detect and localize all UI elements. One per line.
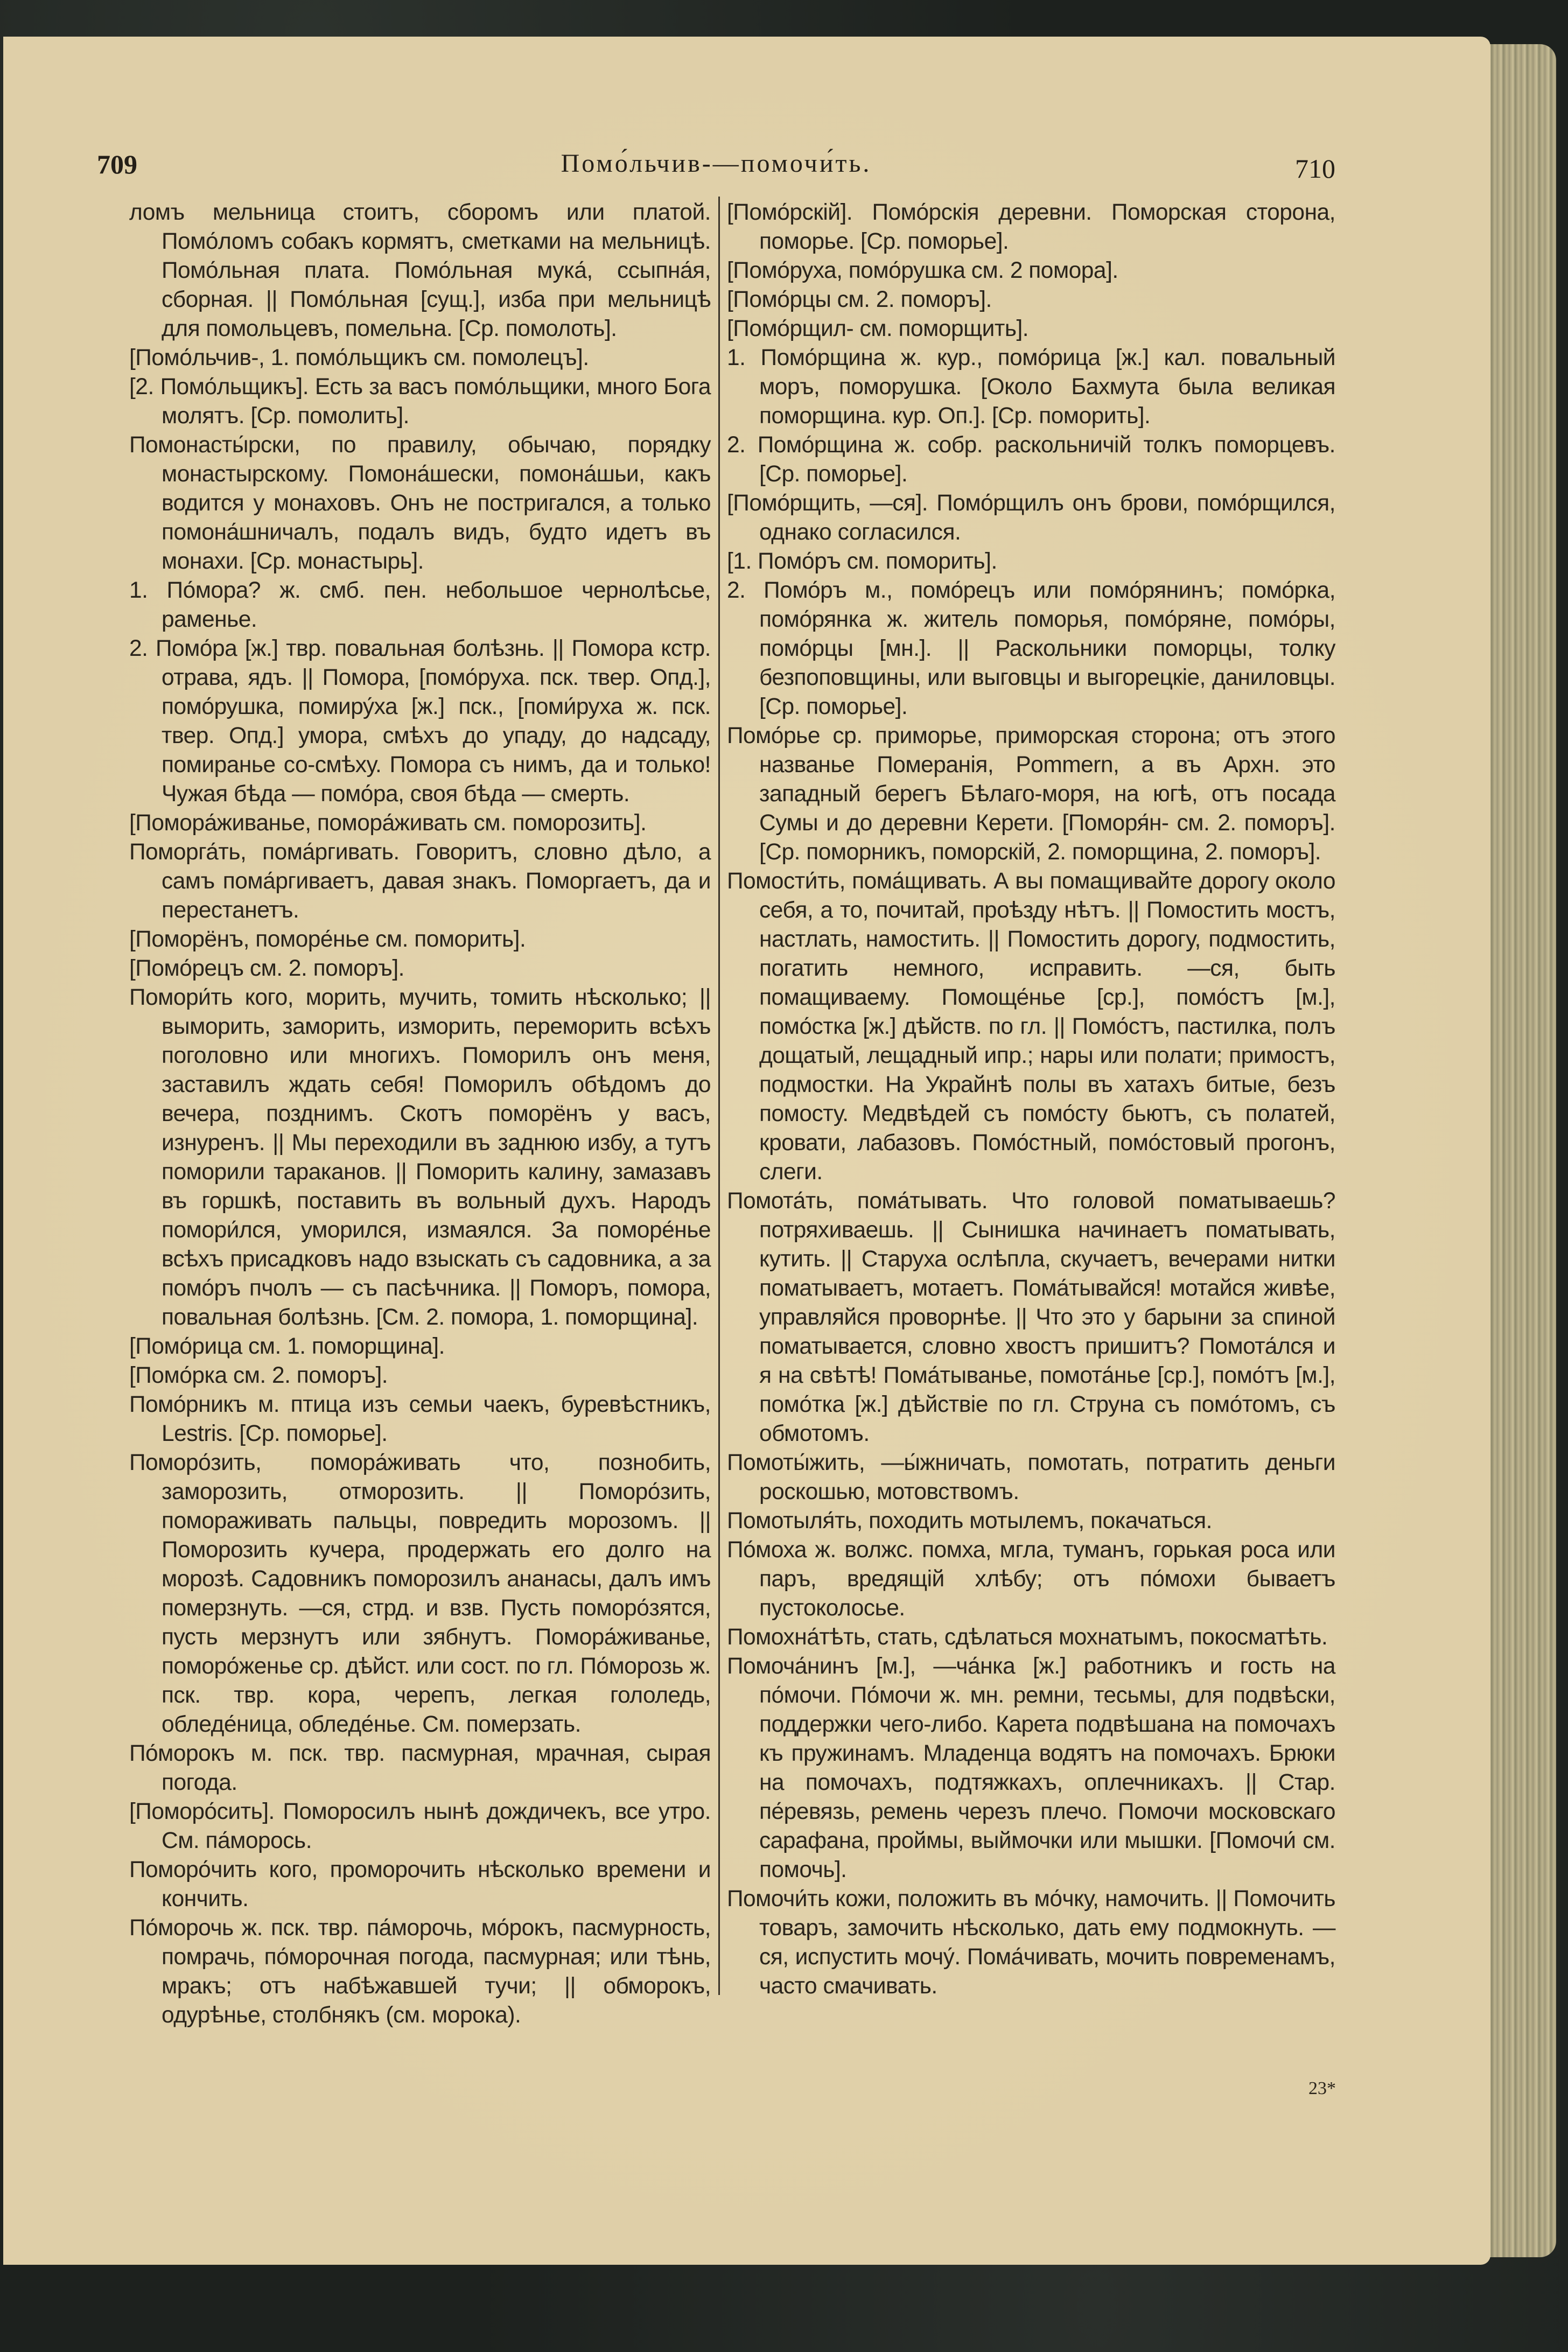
running-title: Помо́льчив-—помочи́ть. [561, 149, 872, 178]
dictionary-entry: Помохна́тѣть, стать, сдѣлаться мохнатымъ, покосматѣть. [727, 1625, 1328, 1650]
dictionary-entry: Помоты́жить, —ы́жничать, помотать, потратить деньги роскошью, мотовствомъ. [727, 1450, 1335, 1504]
dictionary-entry: 2. Помо́ра [ж.] твр. повальная болѣзнь. || Помора кстр. отрава, ядъ. || Помора, [помо́руха. пск. твер. Опд.], помо́рушка, помиру́ха [ж.] пск., [поми́руха ж. пск. твер. Опд.] умора, смѣхъ до упаду, до надсаду, помиранье со-смѣху. Помора съ нимъ, да и только! Чужая бѣда — помо́ра, своя бѣда — смерть. [129, 636, 711, 807]
dictionary-entry: Помо́рье ср. приморье, приморская сторона; отъ этого названье Померанія, Pommern, а въ Архн. это западный берегъ Бѣлаго-моря, на югѣ, отъ посада Сумы и до деревни Керети. [Поморя́н- см. 2. поморъ]. [Ср. поморникъ, поморскій, 2. поморщина, 2. поморъ]. [727, 723, 1335, 865]
dictionary-entry: [Поморёнъ, поморе́нье см. поморить]. [129, 927, 526, 952]
dictionary-entry: Помоча́нинъ [м.], —ча́нка [ж.] работникъ и гость на по́мочи. По́мочи ж. мн. ремни, тесьмы, для подвѣски, поддержки чего-либо. Карета подвѣшана на помочахъ къ пружинамъ. Младенца водятъ на помочахъ. Брюки на помочахъ, подтяжкахъ, оплечникахъ. || Стар. пе́ревязь, ремень черезъ плечо. Помочи московскаго сарафана, проймы, выймочки или мышки. [Помочи́ см. помочь]. [727, 1654, 1335, 1882]
dictionary-entry: [Помо́рцы см. 2. поморъ]. [727, 287, 992, 312]
dictionary-entry: Помочи́ть кожи, положить въ мо́чку, намочить. || Помочить товаръ, замочить нѣсколько, дать ему подмокнуть. —ся, испустить мочу́. Пома́чивать, мочить повременамъ, часто смачивать. [727, 1886, 1335, 1999]
dictionary-entry: [Помо́руха, помо́рушка см. 2 помора]. [727, 258, 1118, 283]
dictionary-entry: [Помо́рщить, —ся]. Помо́рщилъ онъ брови, помо́рщился, однако согласился. [727, 491, 1335, 545]
dictionary-entry: По́морочь ж. пск. твр. па́морочь, мо́рокъ, пасмурность, помрачь, по́морочная погода, пасмурная; или тѣнь, мракъ; отъ набѣжавшей тучи; || обморокъ, одурѣнье, столбнякъ (см. морока). [129, 1915, 711, 2028]
dictionary-entry: Поморга́ть, пома́ргивать. Говоритъ, словно дѣло, а самъ пома́ргиваетъ, давая знакъ. Поморгаетъ, да и перестанетъ. [129, 839, 711, 923]
dictionary-entry: Помонасты́рски, по правилу, обычаю, порядку монастырскому. Помона́шески, помона́шьи, какъ водится у монаховъ. Онъ не постригался, а только помона́шничалъ, подалъ видъ, будто идетъ въ монахи. [Ср. монастырь]. [129, 432, 711, 574]
right-column [722, 198, 1335, 2001]
dictionary-entry: Поморо́зить, помора́живать что, познобить, заморозить, отморозить. || Поморо́зить, помораживать пальцы, повредить морозомъ. || Поморозить кучера, продержать его долго на морозѣ. Садовникъ поморозилъ ананасы, далъ имъ померзнуть. —ся, стрд. и взв. Пусть поморо́зятся, пусть мерзнутъ или зябнутъ. Помора́живанье, поморо́женье ср. дѣйст. или сост. по гл. По́морозь ж. пск. твр. кора, черепъ, легкая гололедь, обледе́ница, обледе́нье. См. померзать. [129, 1450, 711, 1737]
dictionary-entry: По́морокъ м. пск. твр. пасмурная, мрачная, сырая погода. [129, 1741, 711, 1795]
dictionary-entry: [Помора́живанье, помора́живать см. поморозить]. [129, 810, 647, 836]
dictionary-entry: [Помо́рщил- см. поморщить]. [727, 316, 1029, 341]
dictionary-entry: Помори́ть кого, морить, мучить, томить нѣсколько; || выморить, заморить, изморить, переморить всѣхъ поголовно или многихъ. Поморилъ онъ меня, заставилъ ждать себя! Поморилъ обѣдомъ до вечера, позднимъ. Скотъ поморёнъ у васъ, изнуренъ. || Мы переходили въ заднюю избу, а тутъ поморили тараканов. || Поморить калину, замазавъ въ горшкѣ, поставить въ вольный духъ. Народъ помори́лся, уморился, измаялся. За поморе́нье всѣхъ присадковъ надо взыскать съ садовника, а за помо́ръ пчолъ — съ пасѣчника. || Поморъ, помора, повальная болѣзнь. [См. 2. помора, 1. поморщина]. [129, 985, 711, 1330]
signature-mark: 23* [1308, 2078, 1336, 2098]
dictionary-entry: [Помо́рецъ см. 2. поморъ]. [129, 956, 404, 981]
dictionary-entry: Помо́рникъ м. птица изъ семьи чаекъ, буревѣстникъ, Lestris. [Ср. поморье]. [129, 1392, 711, 1446]
dictionary-entry: [Помо́рка см. 2. поморъ]. [129, 1363, 388, 1388]
dictionary-entry: [1. Помо́ръ см. поморить]. [727, 549, 997, 574]
dictionary-entry: [Поморо́сить]. Поморосилъ нынѣ дождичекъ, все утро. См. па́морось. [129, 1799, 711, 1853]
left-column [129, 198, 711, 2030]
dictionary-entry: ломъ мельница стоитъ, сборомъ или платой. Помо́ломъ собакъ кормятъ, сметками на мельницѣ. Помо́льная плата. Помо́льная мука́, ссыпна́я, сборная. || Помо́льная [сущ.], изба при мельницѣ для помольцевъ, помельна. [Ср. помолоть]. [129, 200, 711, 341]
dictionary-entry: Поморо́чить кого, проморочить нѣсколько времени и кончить. [129, 1857, 711, 1912]
dictionary-entry: 1. Помо́рщина ж. кур., помо́рица [ж.] кал. повальный моръ, поморушка. [Около Бахмута была великая поморщина. кур. Оп.]. [Ср. поморить]. [727, 345, 1335, 429]
page-edge-stack [1486, 44, 1556, 2257]
dictionary-entry: 1. По́мора? ж. смб. пен. небольшое чернолѣсье, раменье. [129, 578, 711, 632]
dictionary-entry: По́моха ж. волжс. помха, мгла, туманъ, горькая роса или паръ, вредящій хлѣбу; отъ по́мохи бываетъ пустоколосье. [727, 1537, 1335, 1621]
dictionary-entry: [2. Помо́льщикъ]. Есть за васъ помо́льщики, много Бога молятъ. [Ср. помолить]. [129, 374, 711, 429]
dictionary-entry: Помотыля́ть, походить мотылемъ, покачаться. [727, 1508, 1212, 1534]
dictionary-entry: 2. Помо́рщина ж. собр. раскольничій толкъ поморцевъ. [Ср. поморье]. [727, 432, 1335, 487]
dictionary-entry: Помости́ть, пома́щивать. А вы помащивайте дорогу около себя, а то, почитай, проѣзду нѣтъ. || Помостить мостъ, настлать, намостить. || Помостить дорогу, подмостить, погатить немного, исправить. —ся, быть помащиваему. Помоще́нье [ср.], помо́стъ [м.], помо́стка [ж.] дѣйств. по гл. || Помо́стъ, пастилка, полъ дощатый, лещадный ипр.; нары или полати; примостъ, подмостки. На Украйнѣ полы въ хатахъ битые, безъ помосту. Медвѣдей съ помо́сту бьютъ, съ полатей, кровати, лабазовъ. Помо́стный, помо́стовый прогонъ, слеги. [727, 869, 1335, 1185]
dictionary-entry: 2. Помо́ръ м., помо́рецъ или помо́рянинъ; помо́рка, помо́рянка ж. житель поморья, помо́ряне, помо́ры, помо́рцы [мн.]. || Раскольники поморцы, толку безпоповщины, или выговцы и выгорецкіе, даниловцы. [Ср. поморье]. [727, 578, 1335, 719]
dictionary-entry: [Помо́льчив-, 1. помо́льщикъ см. помолецъ]. [129, 345, 589, 370]
dictionary-entry: [Помо́рица см. 1. поморщина]. [129, 1334, 445, 1359]
dictionary-entry: Помота́ть, пома́тывать. Что головой поматываешь? потряхиваешь. || Сынишка начинаетъ поматывать, кутить. || Старуха ослѣпла, скучаетъ, вечерами нитки поматываетъ, мотаетъ. Пома́тывайся! мотайся живѣе, управляйся проворнѣе. || Что это у барыни за спиной поматывается, словно хвостъ пришитъ? Помота́лся и я на свѣтѣ! Пома́тыванье, помота́нье [ср.], помо́тъ [м.], помо́тка [ж.] дѣйствіе по гл. Струна съ помо́томъ, съ обмотомъ. [727, 1188, 1335, 1446]
running-header [97, 145, 1335, 188]
dictionary-entry: [Помо́рскій]. Помо́рскія деревни. Поморская сторона, поморье. [Ср. поморье]. [727, 200, 1335, 254]
page-number-left: 709 [97, 149, 137, 179]
column-divider [718, 197, 720, 1995]
page-number-right: 710 [1295, 153, 1335, 184]
